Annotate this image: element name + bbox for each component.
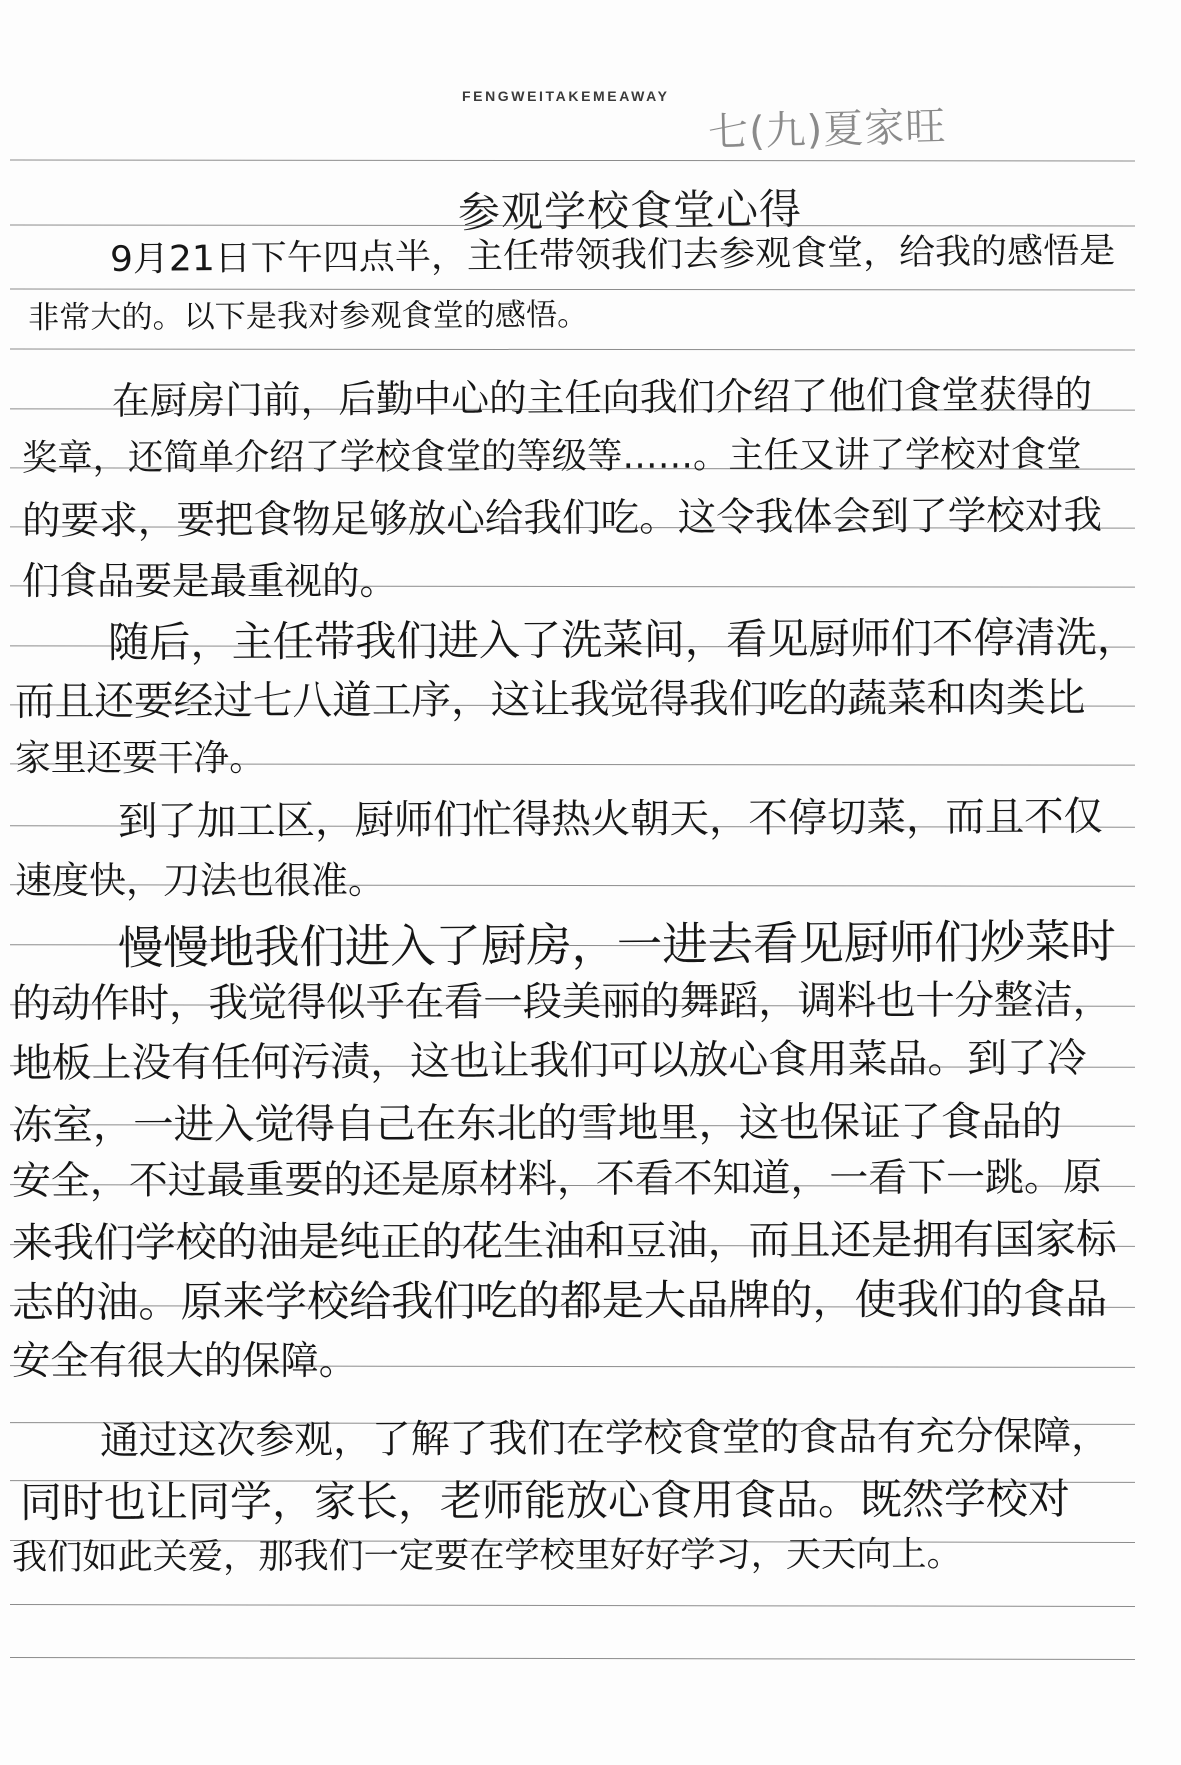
essay-line: 的要求，要把食物足够放心给我们吃。这令我体会到了学校对我 [21, 493, 1103, 544]
essay-line: 安全有很大的保障。 [12, 1339, 358, 1384]
essay-line: 的动作时，我觉得似乎在看一段美丽的舞蹈，调料也十分整洁， [11, 977, 1112, 1027]
ruled-line [10, 348, 1135, 350]
essay-title: 参观学校食堂心得 [457, 184, 803, 237]
essay-line: 到了加工区，厨师们忙得热火朝天，不停切菜，而且不仅 [117, 793, 1104, 845]
ruled-line [10, 1657, 1135, 1660]
essay-line: 家里还要干净。 [15, 738, 265, 779]
paper-brand-header: FENGWEITAKEMEAWAY [462, 88, 670, 104]
essay-line: 我们如此关爱，那我们一定要在学校里好好学习，天天向上。 [11, 1534, 962, 1578]
essay-line: 随后，主任带我们进入了洗菜间，看见厨师们不停清洗， [107, 612, 1139, 667]
essay-line: 通过这次参观，了解了我们在学校食堂的食品有充分保障， [99, 1413, 1111, 1464]
essay-line: 来我们学校的油是纯正的花生油和豆油，而且还是拥有国家标 [11, 1215, 1117, 1267]
essay-line: 地板上没有任何污渍，这也让我们可以放心食用菜品。到了冷 [11, 1035, 1087, 1087]
essay-line: 在厨房门前，后勤中心的主任向我们介绍了他们食堂获得的 [111, 372, 1093, 423]
essay-line: 们食品要是最重视的。 [22, 559, 398, 603]
essay-line: 志的油。原来学校给我们吃的都是大品牌的，使我们的食品 [11, 1274, 1108, 1327]
essay-line: 而且还要经过七八道工序，这让我觉得我们吃的蔬菜和肉类比 [14, 675, 1086, 725]
essay-line: 冻室，一进入觉得自己在东北的雪地里，这也保证了食品的 [11, 1097, 1063, 1149]
essay-line: 速度快，刀法也很准。 [15, 859, 385, 902]
essay-line: 9月21日下午四点半，主任带领我们去参观食堂，给我的感悟是 [109, 231, 1116, 280]
essay-line: 非常大的。以下是我对参观食堂的感悟。 [27, 297, 589, 336]
essay-line: 同时也让同学，家长，老师能放心食用食品。既然学校对 [19, 1474, 1071, 1527]
author-class-and-name: 七(九)夏家旺 [707, 103, 947, 157]
ruled-line [10, 160, 1135, 162]
essay-line: 安全，不过最重要的还是原材料，不看不知道，一看下一跳。原 [11, 1155, 1102, 1204]
essay-line: 奖章，还简单介绍了学校食堂的等级等……。主任又讲了学校对食堂 [21, 434, 1082, 479]
essay-line: 慢慢地我们进入了厨房，一进去看见厨师们炒菜时 [117, 914, 1117, 975]
ruled-line [10, 1604, 1135, 1607]
